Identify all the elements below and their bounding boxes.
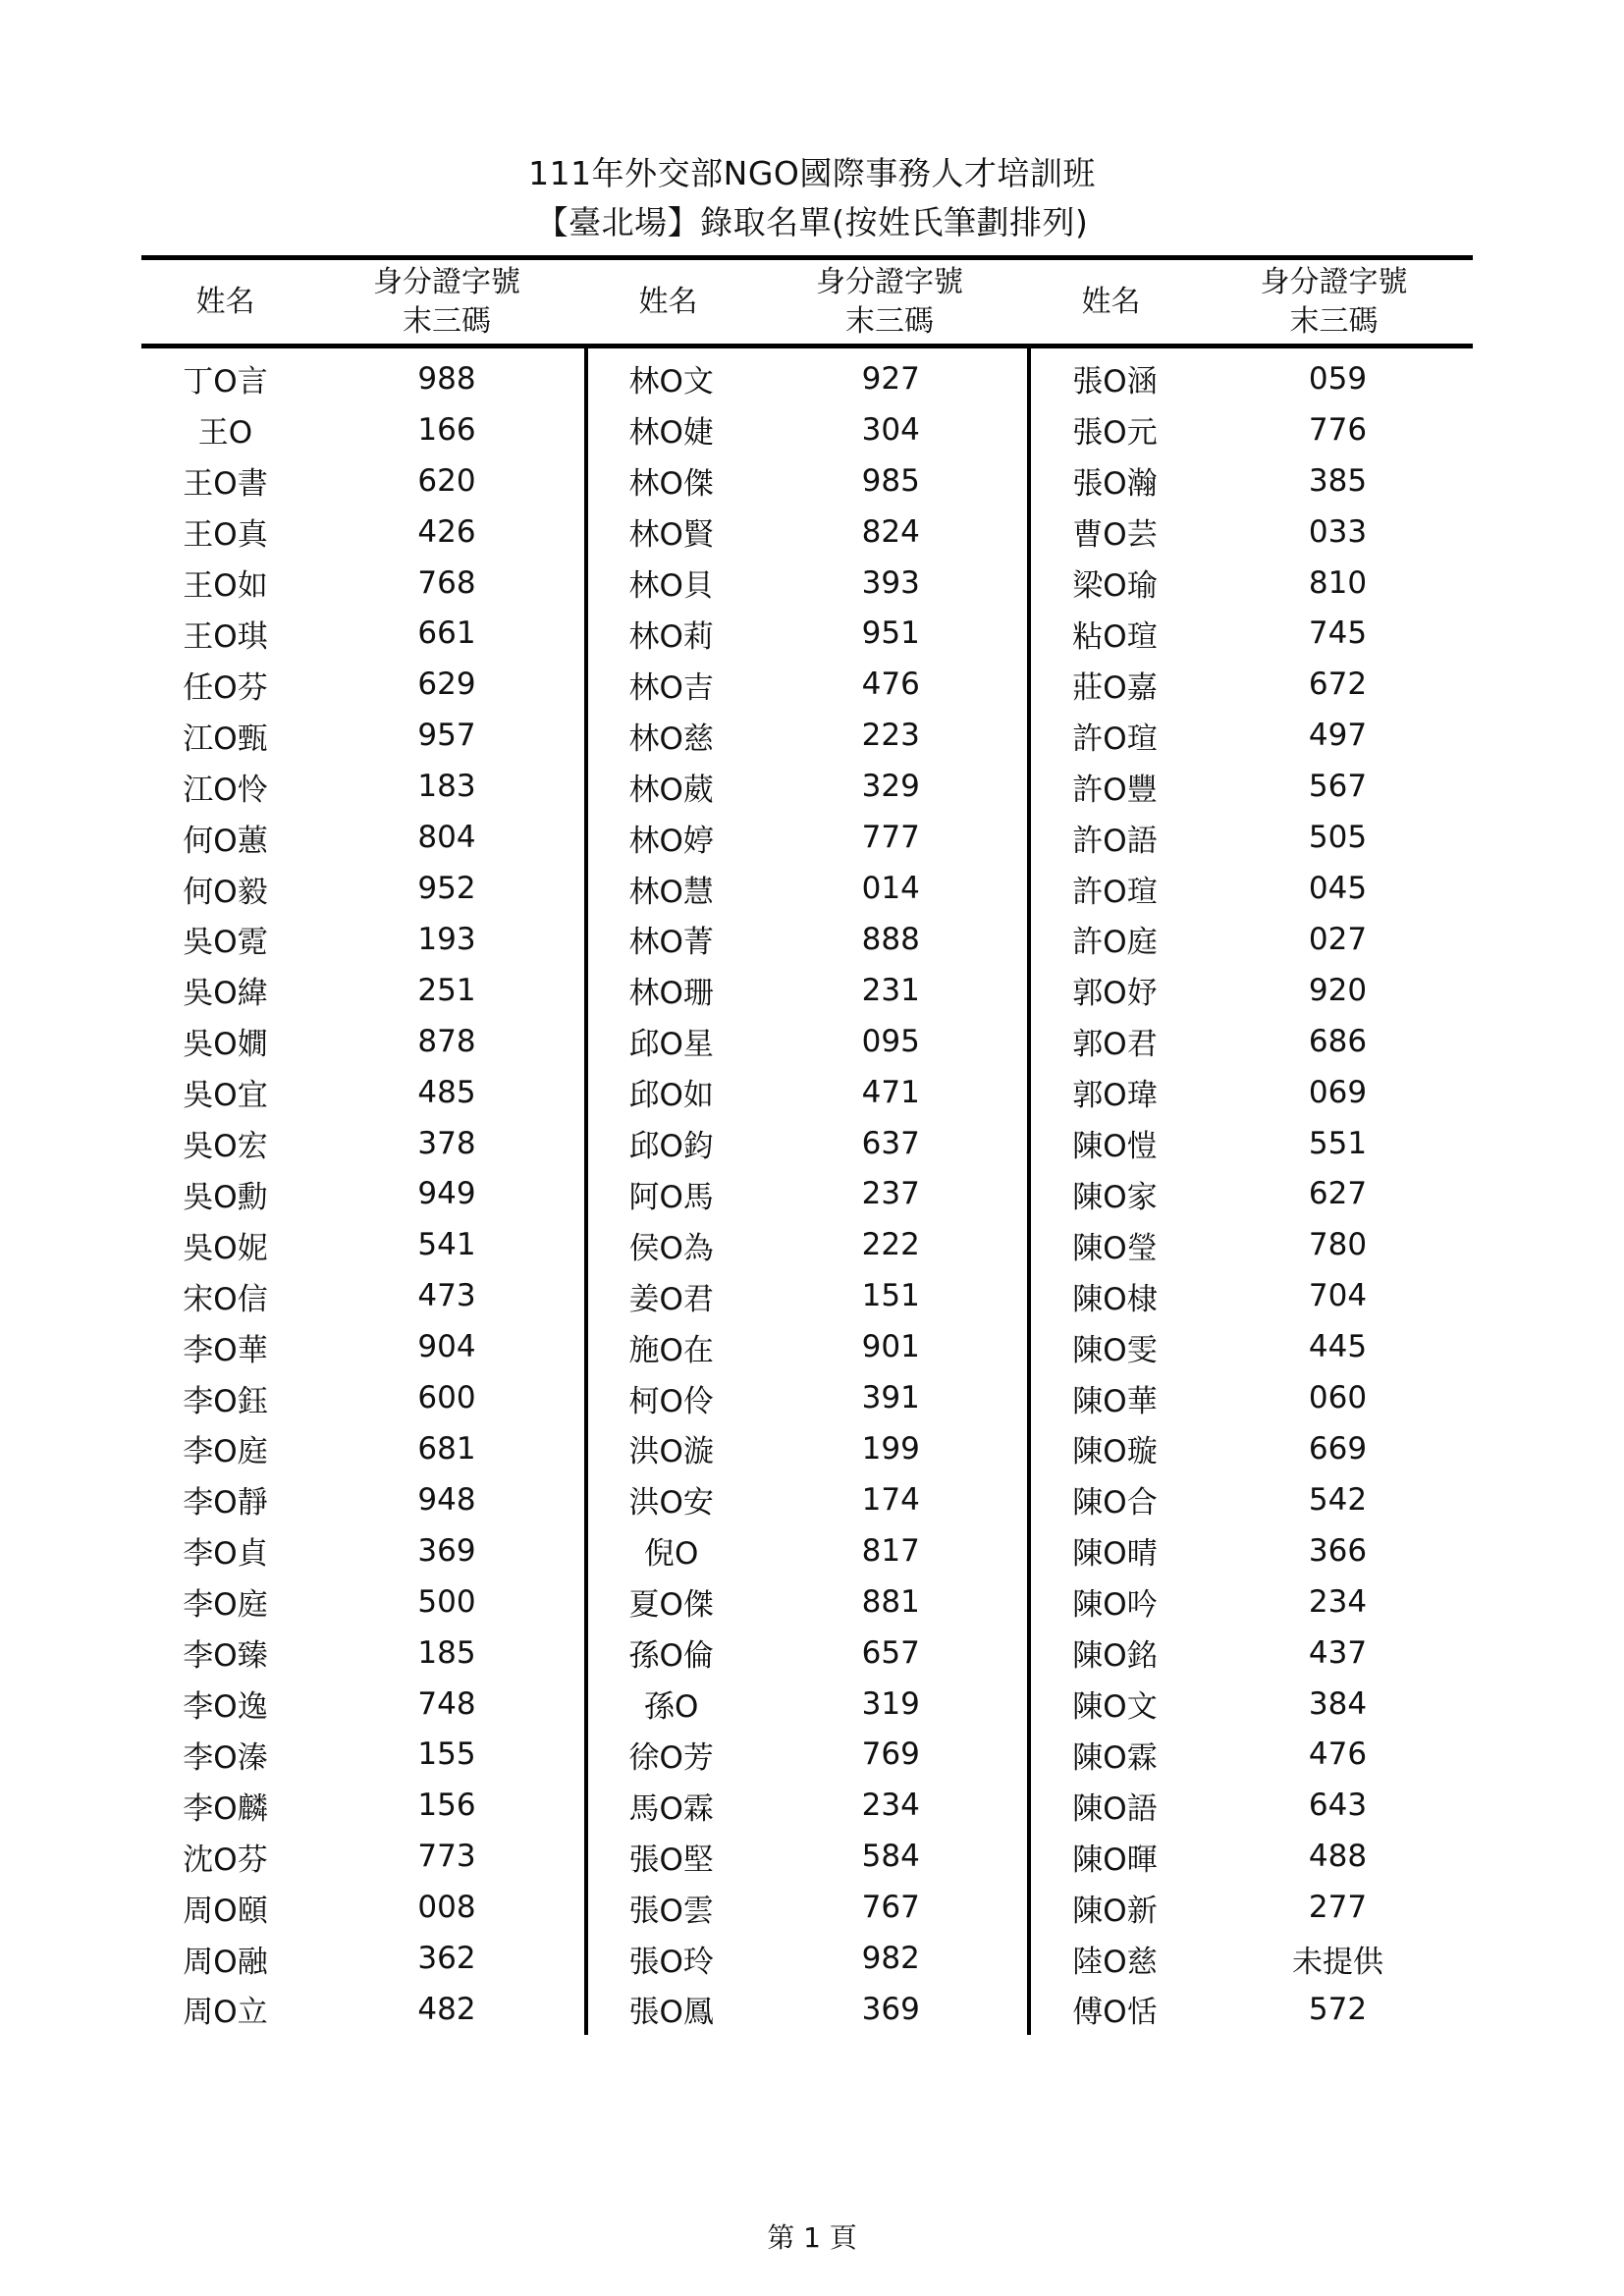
id-last3-cell: 251 bbox=[417, 972, 476, 1008]
student-name-cell: 莊O嘉 bbox=[1072, 669, 1158, 706]
student-name-cell: 李O貞 bbox=[183, 1536, 268, 1573]
id-last3-cell: 901 bbox=[861, 1329, 920, 1365]
student-name-cell: 林O葳 bbox=[628, 772, 714, 808]
student-name-cell: 郭O妤 bbox=[1072, 976, 1158, 1012]
id-last3-cell: 488 bbox=[1308, 1839, 1368, 1875]
student-name-cell: 陳O晴 bbox=[1072, 1536, 1158, 1573]
student-name-cell: 邱O如 bbox=[628, 1078, 714, 1114]
student-name-cell: 傅O恬 bbox=[1072, 1995, 1158, 2031]
header-id-last3 bbox=[1195, 260, 1473, 344]
id-last3-cell: 319 bbox=[861, 1685, 920, 1722]
title-line-2: 【臺北場】錄取名單(按姓氏筆劃排列) bbox=[535, 203, 1089, 241]
student-name-cell: 陳O文 bbox=[1072, 1689, 1158, 1726]
student-name-cell: 陳O雯 bbox=[1072, 1332, 1158, 1368]
student-name-cell: 梁O瑜 bbox=[1072, 568, 1158, 605]
student-name-cell: 陳O吟 bbox=[1072, 1587, 1158, 1624]
student-name-cell: 阿O馬 bbox=[628, 1179, 714, 1215]
student-name-cell: 洪O安 bbox=[628, 1485, 714, 1522]
id-last3-cell: 008 bbox=[417, 1890, 476, 1926]
id-last3-cell: 661 bbox=[417, 615, 476, 652]
student-name-cell: 陳O華 bbox=[1072, 1383, 1158, 1419]
document-title bbox=[0, 149, 1624, 247]
student-name-cell: 孫O倫 bbox=[628, 1638, 714, 1675]
student-name-cell: 陳O愷 bbox=[1072, 1129, 1158, 1165]
id-last3-cell: 551 bbox=[1308, 1125, 1368, 1161]
id-last3-cell: 183 bbox=[417, 769, 476, 805]
student-name-cell: 陳O語 bbox=[1072, 1790, 1158, 1827]
id-last3-cell: 185 bbox=[417, 1634, 476, 1671]
column-group-3 bbox=[1031, 348, 1477, 2035]
student-name-cell: 王O書 bbox=[183, 466, 268, 503]
student-name-cell: 張O雲 bbox=[628, 1893, 714, 1929]
header-id-label: 身分證字號 bbox=[1260, 264, 1408, 299]
id-last3-cell: 686 bbox=[1308, 1023, 1368, 1059]
id-last3-cell: 769 bbox=[861, 1736, 920, 1773]
header-id-last3 bbox=[752, 260, 1027, 344]
student-name-cell: 何O蕙 bbox=[183, 823, 268, 859]
student-name-cell: 陳O暉 bbox=[1072, 1842, 1158, 1878]
id-last3-cell: 773 bbox=[417, 1839, 476, 1875]
table-header-row bbox=[141, 260, 1473, 348]
student-name-cell: 周O融 bbox=[183, 1944, 268, 1980]
id-last3-cell: 948 bbox=[417, 1481, 476, 1518]
id-last3-cell: 927 bbox=[861, 360, 920, 397]
column-group-2 bbox=[588, 348, 1031, 2035]
student-name-cell: 洪O漩 bbox=[628, 1434, 714, 1470]
id-last3-cell: 637 bbox=[861, 1125, 920, 1161]
id-last3-cell: 881 bbox=[861, 1583, 920, 1620]
student-name-cell: 丁O言 bbox=[183, 364, 268, 400]
id-last3-cell: 174 bbox=[861, 1481, 920, 1518]
id-last3-cell: 768 bbox=[417, 564, 476, 601]
student-name-cell: 吳O宏 bbox=[183, 1129, 268, 1165]
id-last3-cell: 629 bbox=[417, 667, 476, 703]
id-last3-cell: 437 bbox=[1308, 1634, 1368, 1671]
student-name-cell: 郭O君 bbox=[1072, 1027, 1158, 1063]
student-name-cell: 郭O瑋 bbox=[1072, 1078, 1158, 1114]
id-last3-cell: 476 bbox=[861, 667, 920, 703]
id-last3-cell: 567 bbox=[1308, 769, 1368, 805]
student-name-cell: 李O庭 bbox=[183, 1434, 268, 1470]
header-name: 姓名 bbox=[195, 284, 255, 319]
student-name-cell: 林O珊 bbox=[628, 976, 714, 1012]
id-last3-cell: 681 bbox=[417, 1430, 476, 1467]
student-name-cell: 許O瑄 bbox=[1072, 721, 1158, 757]
student-name-cell: 林O貝 bbox=[628, 568, 714, 605]
id-last3-cell: 045 bbox=[1308, 871, 1368, 907]
student-name-cell: 林O菁 bbox=[628, 925, 714, 961]
id-last3-cell: 672 bbox=[1308, 667, 1368, 703]
header-name: 姓名 bbox=[1081, 284, 1141, 319]
student-name-cell: 張O元 bbox=[1072, 415, 1158, 452]
student-name-cell: 宋O信 bbox=[183, 1281, 268, 1317]
student-name-cell: 林O婷 bbox=[628, 823, 714, 859]
student-name-cell: 邱O星 bbox=[628, 1027, 714, 1063]
id-last3-cell: 804 bbox=[417, 820, 476, 856]
id-last3-cell: 234 bbox=[861, 1788, 920, 1824]
student-name-cell: 侯O為 bbox=[628, 1230, 714, 1266]
student-name-cell: 任O芬 bbox=[183, 669, 268, 706]
id-last3-cell: 888 bbox=[861, 921, 920, 957]
id-last3-cell: 223 bbox=[861, 718, 920, 754]
id-last3-cell: 949 bbox=[417, 1176, 476, 1212]
student-name-cell: 吳O緯 bbox=[183, 976, 268, 1012]
id-last3-cell: 542 bbox=[1308, 1481, 1368, 1518]
id-last3-cell: 627 bbox=[1308, 1176, 1368, 1212]
id-last3-cell: 920 bbox=[1308, 972, 1368, 1008]
id-last3-column bbox=[754, 353, 1027, 2035]
id-last3-cell: 600 bbox=[417, 1380, 476, 1416]
student-name-cell: 林O賢 bbox=[628, 517, 714, 554]
student-name-cell: 林O文 bbox=[628, 364, 714, 400]
column-group-1 bbox=[141, 348, 588, 2035]
student-name-cell: 王O如 bbox=[183, 568, 268, 605]
id-last3-cell: 222 bbox=[861, 1227, 920, 1263]
table-body bbox=[141, 348, 1473, 2035]
id-last3-cell: 745 bbox=[1308, 615, 1368, 652]
student-name-cell: 江O怜 bbox=[183, 772, 268, 808]
id-last3-cell: 033 bbox=[1308, 513, 1368, 550]
id-last3-cell: 657 bbox=[861, 1634, 920, 1671]
student-name-cell: 陳O棣 bbox=[1072, 1281, 1158, 1317]
student-name-cell: 施O在 bbox=[628, 1332, 714, 1368]
student-name-cell: 李O臻 bbox=[183, 1638, 268, 1675]
id-last3-cell: 669 bbox=[1308, 1430, 1368, 1467]
student-name-cell: 張O瀚 bbox=[1072, 466, 1158, 503]
id-last3-cell: 584 bbox=[861, 1839, 920, 1875]
student-name-cell: 粘O瑄 bbox=[1072, 618, 1158, 655]
header-id-sublabel: 末三碼 bbox=[845, 303, 934, 339]
student-name-cell: 李O鈺 bbox=[183, 1383, 268, 1419]
student-name-cell: 陸O慈 bbox=[1072, 1944, 1158, 1980]
student-name-cell: 許O語 bbox=[1072, 823, 1158, 859]
id-last3-cell: 393 bbox=[861, 564, 920, 601]
id-last3-cell: 027 bbox=[1308, 921, 1368, 957]
student-name-cell: 李O逸 bbox=[183, 1689, 268, 1726]
id-last3-cell: 777 bbox=[861, 820, 920, 856]
student-name-cell: 林O莉 bbox=[628, 618, 714, 655]
id-last3-cell: 904 bbox=[417, 1329, 476, 1365]
student-name-cell: 徐O芳 bbox=[628, 1739, 714, 1776]
id-last3-cell: 572 bbox=[1308, 1991, 1368, 2027]
name-column bbox=[141, 353, 309, 2035]
id-last3-cell: 500 bbox=[417, 1583, 476, 1620]
title-line-1: 111年外交部NGO國際事務人才培訓班 bbox=[528, 154, 1096, 192]
student-name-cell: 周O立 bbox=[183, 1995, 268, 2031]
page-number: 第 1 頁 bbox=[767, 2221, 857, 2254]
student-name-cell: 張O涵 bbox=[1072, 364, 1158, 400]
student-name-cell: 孫O bbox=[644, 1689, 699, 1726]
id-last3-cell: 505 bbox=[1308, 820, 1368, 856]
student-name-cell: 李O溱 bbox=[183, 1739, 268, 1776]
student-name-cell: 陳O家 bbox=[1072, 1179, 1158, 1215]
id-last3-cell: 155 bbox=[417, 1736, 476, 1773]
student-name-cell: 吳O嫺 bbox=[183, 1027, 268, 1063]
id-last3-cell: 193 bbox=[417, 921, 476, 957]
student-name-cell: 陳O瑩 bbox=[1072, 1230, 1158, 1266]
student-name-cell: 林O慈 bbox=[628, 721, 714, 757]
student-name-cell: 張O堅 bbox=[628, 1842, 714, 1878]
id-last3-cell: 471 bbox=[861, 1074, 920, 1110]
student-name-cell: 王O bbox=[197, 415, 253, 452]
student-name-cell: 柯O伶 bbox=[628, 1383, 714, 1419]
student-name-cell: 林O慧 bbox=[628, 874, 714, 910]
student-name-cell: 陳O新 bbox=[1072, 1893, 1158, 1929]
student-name-cell: 許O豐 bbox=[1072, 772, 1158, 808]
id-last3-cell: 384 bbox=[1308, 1685, 1368, 1722]
id-last3-cell: 878 bbox=[417, 1023, 476, 1059]
id-last3-cell: 485 bbox=[417, 1074, 476, 1110]
id-last3-cell: 369 bbox=[861, 1991, 920, 2027]
student-name-cell: 許O庭 bbox=[1072, 925, 1158, 961]
id-last3-cell: 231 bbox=[861, 972, 920, 1008]
id-last3-cell: 199 bbox=[861, 1430, 920, 1467]
student-name-cell: 江O甄 bbox=[183, 721, 268, 757]
id-last3-cell: 951 bbox=[861, 615, 920, 652]
student-name-cell: 吳O霓 bbox=[183, 925, 268, 961]
id-last3-cell: 541 bbox=[417, 1227, 476, 1263]
id-last3-cell: 473 bbox=[417, 1278, 476, 1314]
id-last3-cell: 304 bbox=[861, 411, 920, 448]
id-last3-column bbox=[1199, 353, 1477, 2035]
id-last3-cell: 095 bbox=[861, 1023, 920, 1059]
student-name-cell: 何O毅 bbox=[183, 874, 268, 910]
student-name-cell: 許O瑄 bbox=[1072, 874, 1158, 910]
id-last3-cell: 767 bbox=[861, 1890, 920, 1926]
id-last3-cell: 776 bbox=[1308, 411, 1368, 448]
id-last3-cell: 476 bbox=[1308, 1736, 1368, 1773]
id-last3-cell: 748 bbox=[417, 1685, 476, 1722]
id-last3-cell: 366 bbox=[1308, 1532, 1368, 1569]
student-name-cell: 陳O璇 bbox=[1072, 1434, 1158, 1470]
student-name-cell: 李O庭 bbox=[183, 1587, 268, 1624]
student-name-cell: 李O麟 bbox=[183, 1790, 268, 1827]
id-last3-cell: 780 bbox=[1308, 1227, 1368, 1263]
header-id-sublabel: 末三碼 bbox=[403, 303, 491, 339]
id-last3-cell: 704 bbox=[1308, 1278, 1368, 1314]
student-name-cell: 王O真 bbox=[183, 517, 268, 554]
id-last3-cell: 234 bbox=[1308, 1583, 1368, 1620]
admission-roster-table bbox=[141, 255, 1473, 2035]
student-name-cell: 張O玲 bbox=[628, 1944, 714, 1980]
student-name-cell: 吳O勳 bbox=[183, 1179, 268, 1215]
id-last3-cell: 985 bbox=[861, 462, 920, 499]
id-last3-cell: 069 bbox=[1308, 1074, 1368, 1110]
id-last3-cell: 482 bbox=[417, 1991, 476, 2027]
student-name-cell: 吳O宜 bbox=[183, 1078, 268, 1114]
student-name-cell: 王O琪 bbox=[183, 618, 268, 655]
student-name-cell: 馬O霖 bbox=[628, 1790, 714, 1827]
student-name-cell: 林O婕 bbox=[628, 415, 714, 452]
id-last3-cell: 643 bbox=[1308, 1788, 1368, 1824]
id-last3-cell: 060 bbox=[1308, 1380, 1368, 1416]
id-last3-cell: 369 bbox=[417, 1532, 476, 1569]
id-last3-cell: 445 bbox=[1308, 1329, 1368, 1365]
id-last3-cell: 237 bbox=[861, 1176, 920, 1212]
student-name-cell: 邱O鈞 bbox=[628, 1129, 714, 1165]
student-name-cell: 陳O合 bbox=[1072, 1485, 1158, 1522]
id-last3-cell: 988 bbox=[417, 360, 476, 397]
id-last3-cell: 952 bbox=[417, 871, 476, 907]
id-last3-cell: 426 bbox=[417, 513, 476, 550]
student-name-cell: 陳O霖 bbox=[1072, 1739, 1158, 1776]
id-last3-cell: 166 bbox=[417, 411, 476, 448]
student-name-cell: 吳O妮 bbox=[183, 1230, 268, 1266]
id-last3-cell: 817 bbox=[861, 1532, 920, 1569]
student-name-cell: 李O靜 bbox=[183, 1485, 268, 1522]
id-last3-cell: 277 bbox=[1308, 1890, 1368, 1926]
student-name-cell: 林O吉 bbox=[628, 669, 714, 706]
name-column bbox=[1031, 353, 1199, 2035]
student-name-cell: 沈O芬 bbox=[183, 1842, 268, 1878]
id-last3-cell: 059 bbox=[1308, 360, 1368, 397]
student-name-cell: 周O頤 bbox=[183, 1893, 268, 1929]
header-id-last3 bbox=[309, 260, 584, 344]
student-name-cell: 倪O bbox=[644, 1536, 699, 1573]
student-name-cell: 姜O君 bbox=[628, 1281, 714, 1317]
student-name-cell: 張O鳳 bbox=[628, 1995, 714, 2031]
id-last3-cell: 824 bbox=[861, 513, 920, 550]
student-name-cell: 李O華 bbox=[183, 1332, 268, 1368]
header-id-sublabel: 末三碼 bbox=[1289, 303, 1379, 339]
name-column bbox=[588, 353, 754, 2035]
id-last3-cell: 378 bbox=[417, 1125, 476, 1161]
id-last3-cell: 362 bbox=[417, 1941, 476, 1977]
student-name-cell: 曹O芸 bbox=[1072, 517, 1158, 554]
id-last3-cell: 151 bbox=[861, 1278, 920, 1314]
id-last3-cell: 329 bbox=[861, 769, 920, 805]
student-name-cell: 陳O銘 bbox=[1072, 1638, 1158, 1675]
id-last3-cell: 957 bbox=[417, 718, 476, 754]
id-last3-cell: 014 bbox=[861, 871, 920, 907]
id-last3-cell: 982 bbox=[861, 1941, 920, 1977]
student-name-cell: 林O傑 bbox=[628, 466, 714, 503]
header-name: 姓名 bbox=[638, 284, 698, 319]
id-last3-cell: 810 bbox=[1308, 564, 1368, 601]
header-id-label: 身分證字號 bbox=[373, 264, 520, 299]
id-last3-cell: 497 bbox=[1308, 718, 1368, 754]
id-last3-cell: 156 bbox=[417, 1788, 476, 1824]
student-name-cell: 夏O傑 bbox=[628, 1587, 714, 1624]
id-last3-column bbox=[309, 353, 584, 2035]
id-last3-cell: 620 bbox=[417, 462, 476, 499]
id-last3-cell: 385 bbox=[1308, 462, 1368, 499]
header-id-label: 身分證字號 bbox=[816, 264, 963, 299]
id-last3-cell: 391 bbox=[861, 1380, 920, 1416]
id-last3-cell: 未提供 bbox=[1292, 1944, 1383, 1980]
